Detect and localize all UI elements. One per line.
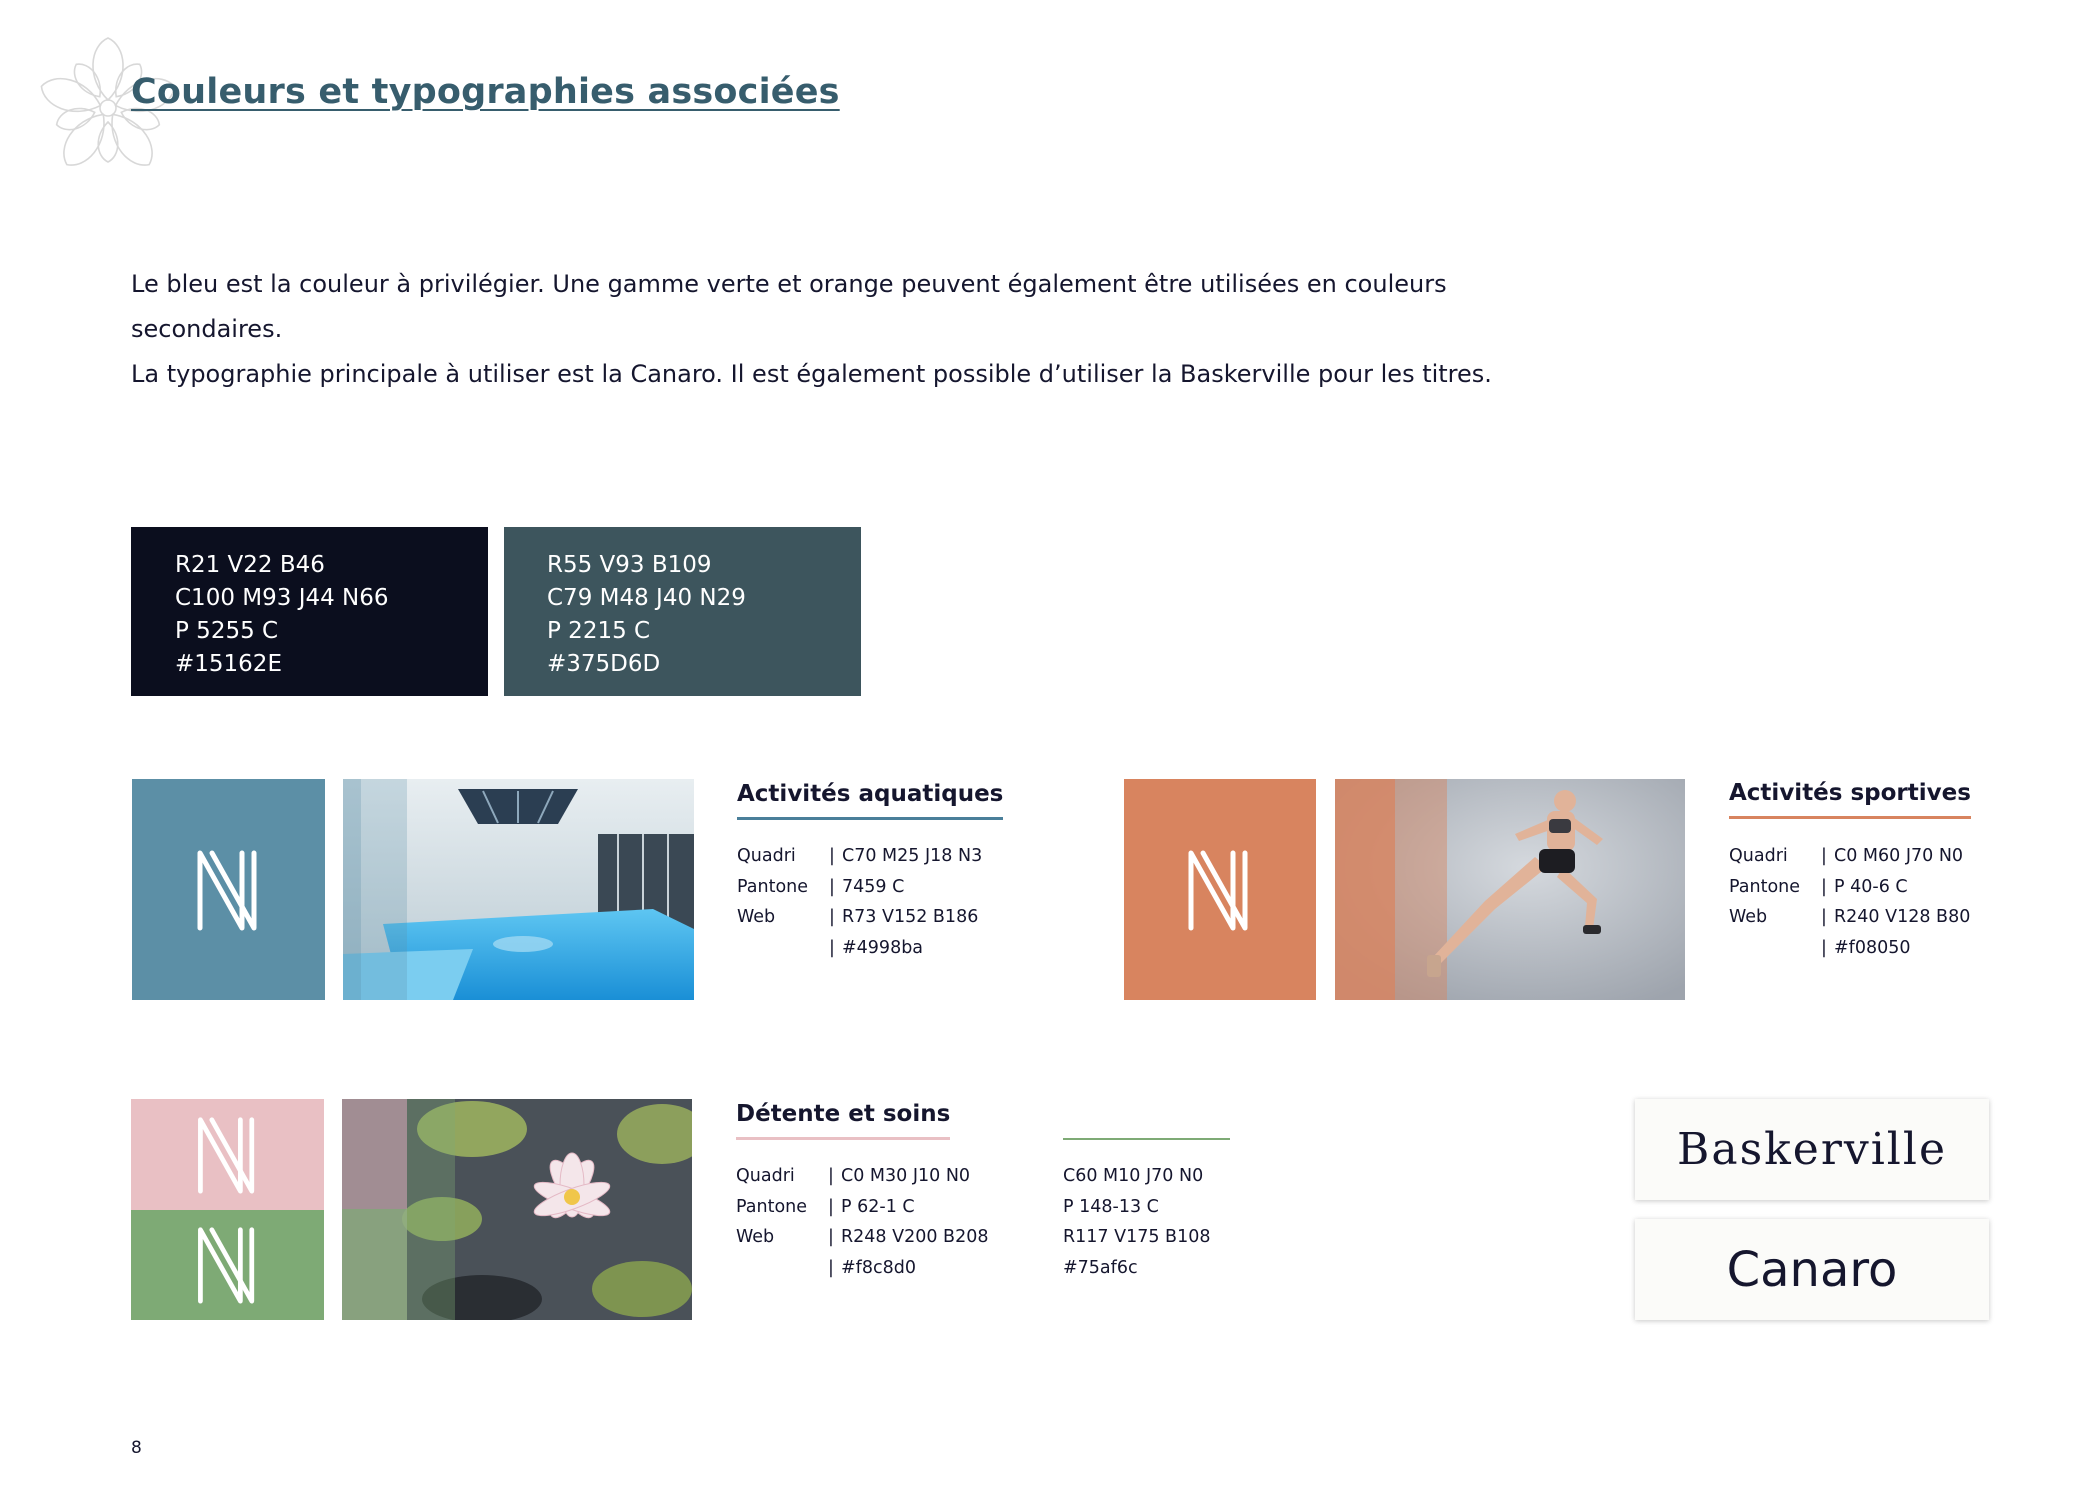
intro-text: [131, 262, 1691, 397]
section-title-relax: Détente et soins: [736, 1101, 950, 1140]
intro-line-3: La typographie principale à utiliser est la Canaro. Il est également possible d’utiliser la Baskerville pour les titres.: [131, 360, 1492, 388]
primary-color-swatch-slate: [504, 527, 861, 696]
spec-row: Web | R73 V152 B186: [737, 907, 979, 927]
swatch-pantone: P 2215 C: [547, 618, 651, 644]
logo-tile-aquatic: [132, 779, 325, 1000]
spec-row: | #4998ba: [829, 937, 924, 958]
spec-list-sports: [1729, 841, 1970, 963]
swatch-cmyk: C79 M48 J40 N29: [547, 585, 746, 611]
swatch-hex: #15162E: [175, 651, 282, 677]
logo-tile-relax-pink: [131, 1099, 324, 1210]
logo-tile-sports: [1124, 779, 1316, 1000]
logo-tile-relax-green: [131, 1210, 324, 1320]
page-title: Couleurs et typographies associées: [131, 72, 840, 112]
green-hex: #75af6c: [1063, 1257, 1138, 1278]
section-title-sports: Activités sportives: [1729, 780, 1971, 819]
spec-list-green: [1063, 1161, 1210, 1283]
font-sample-baskerville: Baskerville: [1635, 1099, 1989, 1200]
spec-row: Pantone | P 40-6 C: [1729, 876, 1908, 897]
swatch-rgb: R21 V22 B46: [175, 552, 325, 578]
green-underline: [1063, 1138, 1230, 1140]
runner-photo: [1335, 779, 1685, 1000]
swatch-rgb: R55 V93 B109: [547, 552, 712, 578]
spec-row: | #f08050: [1821, 937, 1911, 958]
spec-row: Quadri | C70 M25 J18 N3: [737, 846, 983, 866]
spec-row: Web | R240 V128 B80: [1729, 907, 1971, 927]
spec-list-relax: [736, 1161, 988, 1283]
pool-photo: [343, 779, 694, 1000]
green-pantone: P 148-13 C: [1063, 1196, 1159, 1217]
n-logo-icon: [1187, 849, 1253, 931]
swatch-pantone: P 5255 C: [175, 618, 279, 644]
swatch-hex: #375D6D: [547, 651, 661, 677]
n-logo-icon: [196, 1226, 260, 1304]
spec-row: | #f8c8d0: [828, 1257, 916, 1278]
spec-row: Web | R248 V200 B208: [736, 1227, 989, 1247]
spec-row: Quadri | C0 M30 J10 N0: [736, 1166, 971, 1186]
green-quadri: C60 M10 J70 N0: [1063, 1166, 1204, 1186]
page-number: 8: [131, 1438, 142, 1458]
spec-list-aquatic: [737, 841, 982, 963]
font-sample-canaro: Canaro: [1635, 1219, 1989, 1320]
green-web: R117 V175 B108: [1063, 1227, 1211, 1247]
section-title-aquatic: Activités aquatiques: [737, 781, 1003, 820]
spec-row: Pantone | P 62-1 C: [736, 1196, 915, 1217]
swatch-cmyk: C100 M93 J44 N66: [175, 585, 389, 611]
water-lily-photo: [342, 1099, 692, 1320]
spec-row: Pantone | 7459 C: [737, 876, 905, 897]
primary-color-swatch-navy: [131, 527, 488, 696]
n-logo-icon: [196, 1116, 260, 1194]
n-logo-icon: [196, 849, 262, 931]
spec-row: Quadri | C0 M60 J70 N0: [1729, 846, 1964, 866]
intro-line-2: secondaires.: [131, 315, 283, 343]
intro-line-1: Le bleu est la couleur à privilégier. Une gamme verte et orange peuvent également être utilisées en couleurs: [131, 270, 1447, 298]
